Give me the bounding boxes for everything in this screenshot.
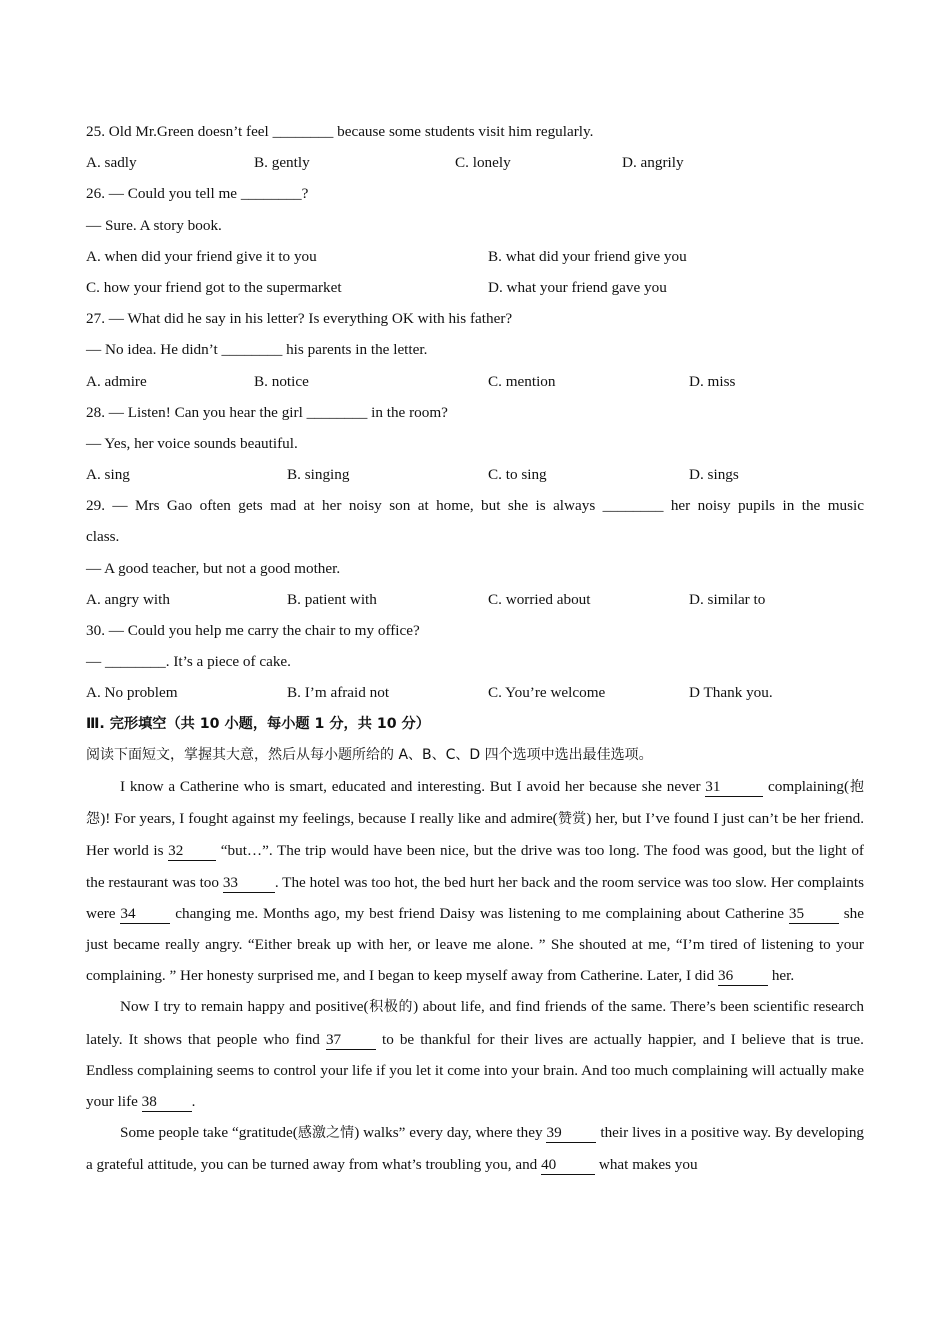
passage-text: )! For years, I fought against my feelings, because I really like and admire(	[100, 810, 558, 828]
q25-options	[86, 147, 864, 178]
passage-paragraph-3	[86, 1117, 864, 1180]
passage-text: . The hotel was too hot, the bed hurt her back and the room service was too slow. Her complaints were	[86, 873, 864, 922]
q29-option-b: B. patient with	[287, 590, 377, 608]
q27-option-c: C. mention	[488, 372, 556, 390]
q25-option-d: D. angrily	[622, 154, 684, 172]
q28-options	[86, 459, 864, 490]
q29-option-d: D. similar to	[689, 590, 766, 608]
q30-stem: 30. — Could you help me carry the chair to my office?	[86, 622, 420, 639]
gloss-text: 感激之情	[297, 1125, 355, 1142]
q25-option-c: C. lonely	[455, 154, 511, 172]
passage-text: Some people take “gratitude(	[120, 1124, 298, 1142]
passage-text: their lives in a positive way. By developing a grateful attitude, you can be turned away from what’s troubling you, and	[86, 1124, 865, 1174]
q30-options	[86, 677, 864, 708]
passage-text: she just became really angry. “Either break up with her, or leave me alone. ” She shouted at me, “I’m tired of listening to your complaining. ” Her honesty surprised me, and I began to keep myself away from Catherine. Later, I did	[86, 904, 864, 985]
q29-option-c: C. worried about	[488, 590, 591, 608]
passage-text: what makes you	[595, 1156, 698, 1174]
q26-reply: — Sure. A story book.	[86, 216, 222, 234]
q29-reply: — A good teacher, but not a good mother.	[86, 559, 341, 577]
q29-stem-line2: class.	[86, 528, 120, 546]
q27-option-d: D. miss	[689, 372, 736, 390]
q28-option-d: D. sings	[689, 466, 739, 484]
q28-option-c: C. to sing	[488, 466, 547, 484]
blank-32: 32	[168, 842, 216, 861]
passage-text: ) her, but I’ve found I just can’t be her friend. Her world is	[86, 810, 865, 860]
q26-stem: 26. — Could you tell me ________?	[86, 185, 309, 203]
q25-option-a: A. sadly	[86, 154, 137, 172]
passage-text: to be thankful for their lives are actually happier, and I believe that is true. Endless complaining seems to control your life if you let it come into your brain. And too much complaining will actually make your life	[86, 1030, 864, 1110]
q30-option-a: A. No problem	[86, 684, 178, 702]
blank-38: 38	[142, 1093, 192, 1112]
gloss-text: 赞赏	[557, 811, 587, 828]
blank-40: 40	[541, 1156, 595, 1175]
blank-31: 31	[705, 778, 763, 797]
blank-36: 36	[718, 967, 768, 986]
passage-text: complaining(	[763, 777, 850, 795]
q28-option-a: A. sing	[86, 466, 130, 484]
gloss-text: 积极的	[368, 999, 414, 1016]
passage-text: ) about life, and find friends of the same. There’s been scientific research lately. It shows that people who find	[86, 998, 865, 1048]
q26-options-row1	[86, 241, 864, 272]
q27-option-b: B. notice	[254, 372, 309, 390]
q30-option-c: C. You’re welcome	[488, 684, 606, 702]
section-3-instruction: 阅读下面短文，掌握其大意，然后从每小题所给的 A、B、C、D 四个选项中选出最佳选项。	[86, 746, 653, 763]
q30-reply: — ________. It’s a piece of cake.	[86, 653, 291, 671]
q25-stem: 25. Old Mr.Green doesn’t feel ________ because some students visit him regularly.	[86, 123, 594, 140]
q28-option-b: B. singing	[287, 466, 350, 484]
blank-34: 34	[120, 905, 170, 924]
blank-33: 33	[223, 874, 275, 893]
q27-options	[86, 366, 864, 397]
q27-stem: 27. — What did he say in his letter? Is everything OK with his father?	[86, 310, 513, 328]
section-3-title: Ⅲ. 完形填空（共 10 小题，每小题 1 分，共 10 分）	[86, 715, 430, 732]
q29-options	[86, 584, 864, 615]
passage-text: “but…”. The trip would have been nice, but the drive was too long. The food was good, but the light of the restaurant was too	[86, 842, 864, 891]
passage-text: changing me. Months ago, my best friend Daisy was listening to me complaining about Catherine	[170, 904, 789, 922]
passage-text: ) walks” every day, where they	[354, 1124, 547, 1142]
gloss-text: 抱怨	[86, 778, 864, 828]
q26-option-b: B. what did your friend give you	[488, 247, 687, 265]
q28-stem: 28. — Listen! Can you hear the girl ________ in the room?	[86, 403, 448, 421]
q29-option-a: A. angry with	[86, 590, 170, 608]
q28-reply: — Yes, her voice sounds beautiful.	[86, 434, 298, 452]
q26-option-c: C. how your friend got to the supermarket	[86, 278, 342, 296]
passage-text: Now I try to remain happy and positive(	[120, 998, 369, 1016]
passage-paragraph-1	[86, 771, 864, 991]
blank-35: 35	[789, 905, 839, 924]
q26-options-row2	[86, 272, 864, 303]
passage-text: I know a Catherine who is smart, educated and interesting. But I avoid her because she never	[120, 777, 706, 795]
q29-stem-line1: 29. — Mrs Gao often gets mad at her noisy son at home, but she is always ________ her noisy pupils in the music	[86, 497, 864, 515]
q27-option-a: A. admire	[86, 372, 147, 390]
passage-paragraph-2	[86, 991, 864, 1117]
blank-39: 39	[546, 1124, 596, 1143]
blank-37: 37	[326, 1031, 376, 1050]
q27-reply: — No idea. He didn’t ________ his parents in the letter.	[86, 341, 428, 359]
passage-text: her.	[768, 967, 795, 985]
passage-text: .	[191, 1092, 196, 1110]
q26-option-d: D. what your friend gave you	[488, 278, 667, 296]
q30-option-b: B. I’m afraid not	[287, 684, 390, 702]
q26-option-a: A. when did your friend give it to you	[86, 247, 317, 265]
q30-option-d: D Thank you.	[689, 684, 773, 702]
q25-option-b: B. gently	[254, 154, 310, 172]
exam-page	[86, 116, 864, 1181]
